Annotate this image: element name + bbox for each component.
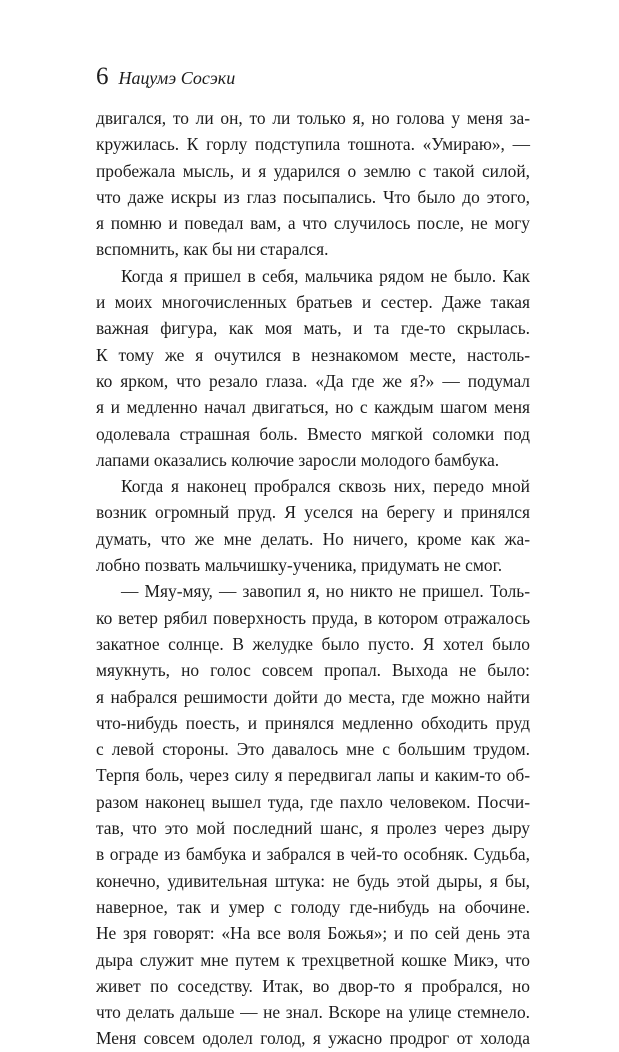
text-line: лобно позвать мальчишку-ученика, придумать не смог. (96, 555, 503, 576)
text-line: что делать дальше — не знал. Вскоре на улице стемнело. (96, 1002, 530, 1023)
text-line: Не зря говорят: «На все воля Божья»; и по сей день эта (96, 923, 530, 944)
text-line: что-нибудь поесть, и принялся медленно обходить пруд (96, 712, 530, 733)
text-line: лапами оказались колючие заросли молодого бамбука. (96, 449, 500, 470)
text-line: разом наконец вышел туда, где пахло человеком. Посчи- (96, 791, 530, 812)
text-line: я набрался решимости дойти до места, где можно найти (96, 686, 530, 707)
text-line: ко ярком, что резало глаза. «Да где же я?» — подумал (96, 370, 530, 391)
text-line: думать, что же мне делать. Но ничего, кроме как жа- (96, 528, 530, 549)
page-number: 6 (96, 63, 109, 90)
text-line: Терпя боль, через силу я передвигал лапы и каким-то об- (96, 765, 530, 786)
text-line: конечно, удивительная штука: не будь этой дыры, я бы, (96, 870, 530, 891)
text-line: двигался, то ли он, то ли только я, но голова у меня за- (96, 108, 530, 128)
running-head (96, 64, 235, 89)
text-line: дыра служит мне путем к трехцветной кошке Микэ, что (96, 949, 530, 970)
text-line: Меня совсем одолел голод, я ужасно продрог от холода (96, 1028, 530, 1049)
text-line: что даже искры из глаз посыпались. Что было до этого, (96, 186, 530, 207)
text-line: Когда я пришел в себя, мальчика рядом не было. Как (121, 265, 530, 286)
text-line: К тому же я очутился в незнакомом месте, настоль- (96, 344, 530, 365)
text-line: и моих многочисленных братьев и сестер. Даже такая (96, 292, 530, 313)
text-line: наверное, так и умер с голоду где-нибудь на обочине. (96, 896, 530, 917)
text-line: важная фигура, как моя мать, и та где-то скрылась. (96, 318, 530, 339)
text-line: пробежала мысль, и я ударился о землю с такой силой, (96, 160, 530, 181)
body-text (96, 105, 530, 1052)
text-line: возник огромный пруд. Я уселся на берегу и принялся (96, 502, 530, 523)
text-line: в ограде из бамбука и забрался в чей-то особняк. Судьба, (96, 844, 530, 865)
text-line: я и медленно начал двигаться, но с каждым шагом меня (96, 397, 530, 418)
text-line: закатное солнце. В желудке было пусто. Я хотел было (96, 633, 530, 654)
text-line: живет по соседству. Итак, во двор-то я пробрался, но (96, 975, 530, 996)
text-line: кружилась. К горлу подступила тошнота. «Умираю», — (96, 134, 530, 155)
text-line: — Мяу-мяу, — завопил я, но никто не пришел. Толь- (121, 581, 530, 602)
text-line: я помню и поведал вам, а что случилось после, не могу (96, 213, 530, 234)
text-line: тав, что это мой последний шанс, я пролез через дыру (96, 818, 530, 839)
author-name: Нацумэ Сосэки (118, 68, 236, 88)
text-line: Когда я наконец пробрался сквозь них, передо мной (121, 476, 530, 497)
text-line: ко ветер рябил поверхность пруда, в котором отражалось (96, 607, 530, 628)
text-line: с левой стороны. Это давалось мне с большим трудом. (96, 739, 530, 760)
text-line: одолевала страшная боль. Вместо мягкой соломки под (96, 423, 530, 444)
text-line: вспомнить, как бы ни старался. (96, 239, 329, 260)
text-line: мяукнуть, но голос совсем пропал. Выхода не было: (96, 660, 530, 681)
